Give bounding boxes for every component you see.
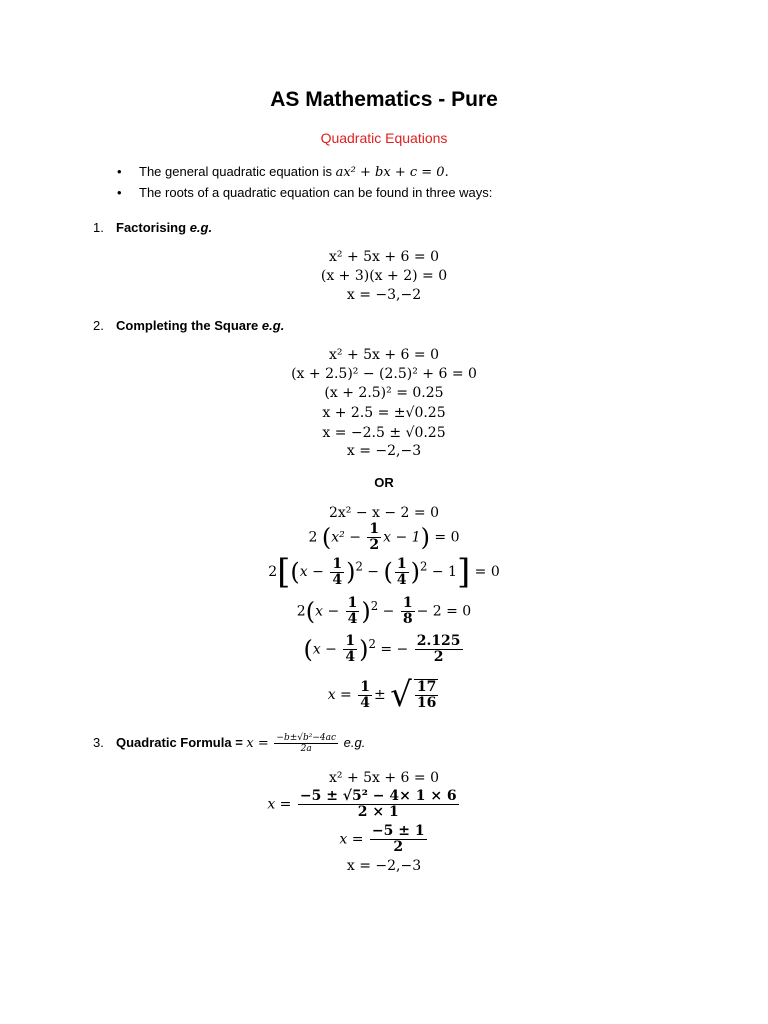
fraction-quarter: $\frac{1}{4}$ — [347, 595, 358, 627]
section-eg: e.g. — [261, 318, 285, 333]
factorising-line-3: x = −3,−2 — [346, 287, 422, 303]
completing-alt-line-4: 2(x − $\frac{1}{4}$ )$^2$ − $\frac{1}{8}$ − 2 = 0 — [296, 595, 472, 627]
section-subtitle: Quadratic Equations — [320, 130, 448, 146]
section-label: Quadratic Formula = — [116, 734, 243, 750]
completing-alt-line-6: x = $\frac{1}{4}$ ± √ $\frac{17}{16}$ — [327, 675, 437, 715]
completing-alt-line-2: 2 (x² − $\frac{1}{2}$ x − 1) = 0 — [308, 521, 460, 553]
section-number: 1. — [93, 220, 104, 235]
bullet-general-equation — [117, 161, 492, 182]
completing-alt-line-3: 2[(x − $\frac{1}{4}$ )$^2$ − ( $\frac{1}{4}$ )$^2$ − 1] = 0 — [268, 552, 500, 592]
completing-alt-line-5: (x − $\frac{1}{4}$ )$^2$ = − $\frac{2.125}{2}$ — [303, 633, 461, 665]
formula-substitution-fraction: $\frac{\text{−5 ± √5² − 4× 1 × 6}}{2 \times 1}$ — [299, 788, 457, 820]
bullet-list — [117, 161, 492, 203]
section-number: 3. — [93, 734, 104, 750]
fraction-17-over-16: $\frac{17}{16}$ — [414, 679, 438, 711]
or-separator: OR — [374, 475, 394, 490]
page-title: AS Mathematics - Pure — [270, 88, 498, 111]
formula-line-3: x = $\frac{-5 \pm 1}{2}$ — [339, 823, 425, 855]
quadratic-formula-fraction: $\frac{\text{−b±√b²−4ac}}{2a}$ — [276, 733, 337, 754]
fraction-quarter: $\frac{1}{4}$ — [332, 555, 343, 588]
formula-simplified-fraction: $\frac{-5 \pm 1}{2}$ — [371, 823, 425, 855]
completing-line-1: x² + 5x + 6 = 0 — [328, 347, 440, 363]
section-label: Completing the Square — [116, 318, 259, 333]
completing-line-4: x + 2.5 = ±√0.25 — [322, 405, 446, 421]
factorising-line-2: (x + 3)(x + 2) = 0 — [320, 268, 448, 284]
section-eg: e.g. — [343, 734, 366, 750]
formula-line-2: x = $\frac{\text{−5 ± √5² − 4× 1 × 6}}{2 \times 1}$ — [267, 788, 457, 820]
completing-line-3: (x + 2.5)² = 0.25 — [324, 385, 444, 401]
fraction-2125-over-2: $\frac{2.125}{2}$ — [416, 633, 461, 665]
fraction-eighth: $\frac{1}{8}$ — [402, 595, 413, 627]
bullet-text: The general quadratic equation is — [139, 164, 332, 179]
bullet-text: The roots of a quadratic equation can be found in three ways: — [139, 185, 493, 200]
completing-line-6: x = −2,−3 — [346, 443, 422, 459]
completing-line-5: x = −2.5 ± √0.25 — [322, 425, 446, 441]
general-equation-math: ax² + bx + c = 0. — [335, 165, 449, 180]
fraction-half: $\frac{1}{2}$ — [369, 521, 380, 553]
factorising-line-1: x² + 5x + 6 = 0 — [328, 249, 440, 265]
fraction-quarter: $\frac{1}{4}$ — [345, 633, 356, 665]
formula-lhs: x = — [246, 735, 269, 751]
section-completing-heading — [93, 318, 284, 333]
bullet-three-ways — [117, 182, 492, 203]
section-label: Factorising — [116, 220, 187, 235]
fraction-quarter: $\frac{1}{4}$ — [360, 678, 370, 711]
formula-line-4: x = −2,−3 — [346, 858, 422, 874]
section-number: 2. — [93, 318, 104, 333]
section-factorising-heading — [93, 220, 212, 235]
formula-line-1: x² + 5x + 6 = 0 — [328, 770, 440, 786]
section-formula-heading — [93, 733, 365, 754]
completing-line-2: (x + 2.5)² − (2.5)² + 6 = 0 — [291, 366, 477, 382]
fraction-quarter: $\frac{1}{4}$ — [396, 555, 407, 588]
section-eg: e.g. — [189, 220, 213, 235]
completing-alt-line-1: 2x² − x − 2 = 0 — [328, 505, 440, 521]
